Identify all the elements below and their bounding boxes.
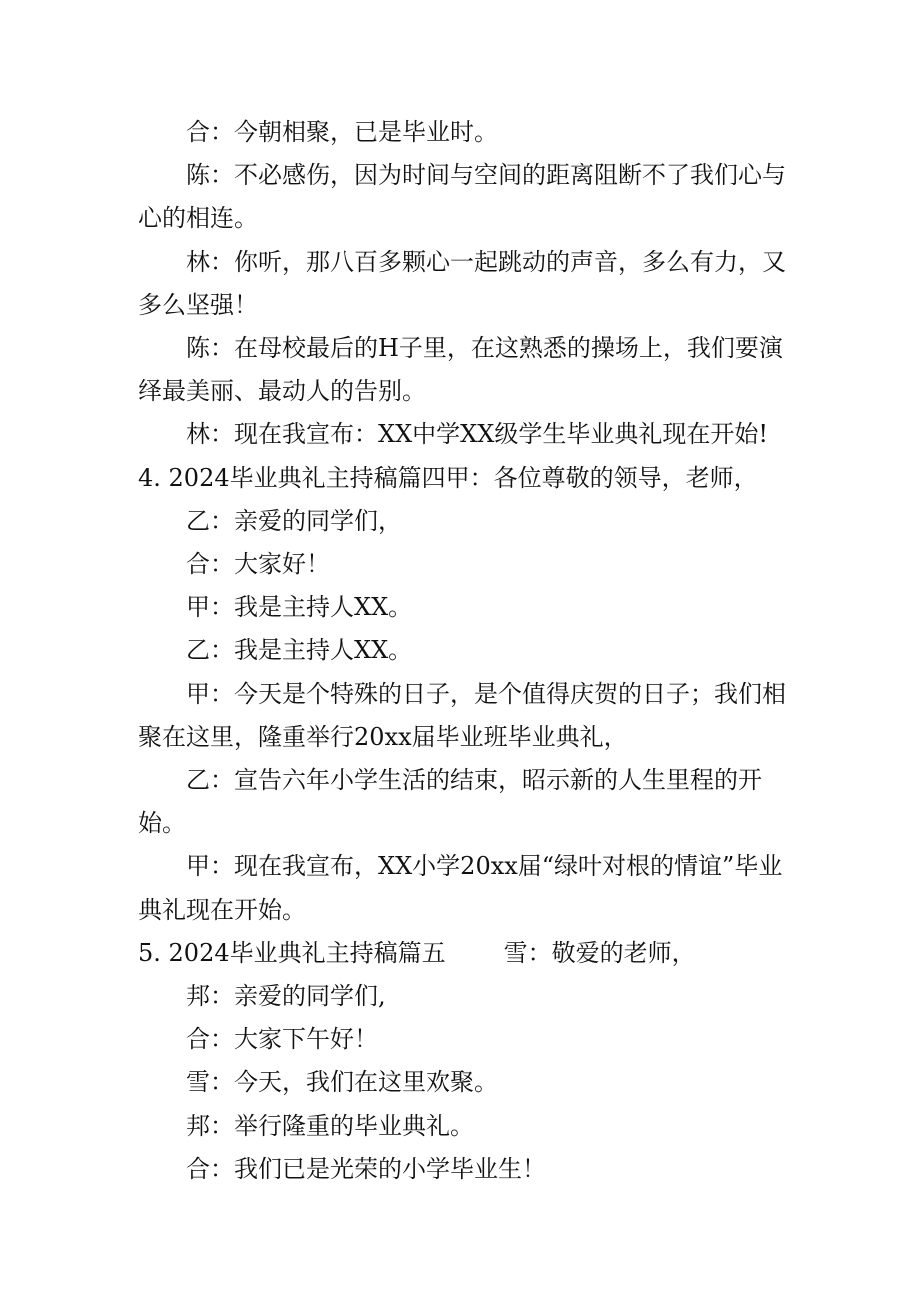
section-heading-4: 4. 2024毕业典礼主持稿篇四甲：各位尊敬的领导，老师， bbox=[138, 463, 758, 492]
paragraph-jia-1: 甲：我是主持人XX。 bbox=[186, 593, 413, 622]
paragraph-bang-1: 邦：亲爱的同学们, bbox=[186, 982, 386, 1011]
paragraph-he-4: 合：我们已是光荣的小学毕业生！ bbox=[186, 1154, 546, 1183]
paragraph-yi-3: 乙：宣告六年小学生活的结束，昭示新的人生里程的开始。 bbox=[138, 766, 762, 838]
paragraph-jia-3: 甲：现在我宣布，XX小学20xx届“绿叶对根的情谊”毕业典礼现在开始。 bbox=[138, 852, 783, 924]
paragraph-chen-2: 陈：在母校最后的H子里，在这熟悉的操场上，我们要演绎最美丽、最动人的告别。 bbox=[138, 334, 783, 406]
paragraph-chen-1: 陈：不必感伤，因为时间与空间的距离阻断不了我们心与心的相连。 bbox=[138, 161, 786, 233]
paragraph-jia-2: 甲：今天是个特殊的日子，是个值得庆贺的日子；我们相聚在这里，隆重举行20xx届毕业班毕业典礼， bbox=[138, 679, 786, 751]
section-heading-5-title: 5. 2024毕业典礼主持稿篇五 bbox=[138, 938, 446, 967]
paragraph-lin-2: 林：现在我宣布：XX中学XX级学生毕业典礼现在开始! bbox=[186, 420, 768, 449]
paragraph-he-1: 合：今朝相聚，已是毕业时。 bbox=[186, 118, 498, 146]
document-body bbox=[138, 111, 788, 1191]
paragraph-lin-1: 林：你听，那八百多颗心一起跳动的声音，多么有力，又多么坚强！ bbox=[138, 247, 786, 319]
paragraph-yi-1: 乙：亲爱的同学们， bbox=[186, 506, 402, 535]
paragraph-he-2: 合：大家好！ bbox=[186, 550, 330, 579]
section-heading-5-line: 雪：敬爱的老师， bbox=[503, 938, 696, 967]
paragraph-he-3: 合：大家下午好！ bbox=[186, 1025, 378, 1054]
paragraph-bang-2: 邦：举行隆重的毕业典礼。 bbox=[186, 1111, 474, 1140]
section-heading-5 bbox=[138, 932, 788, 975]
paragraph-yi-2: 乙：我是主持人XX。 bbox=[186, 636, 413, 665]
paragraph-xue-1: 雪：今天，我们在这里欢聚。 bbox=[186, 1068, 498, 1097]
